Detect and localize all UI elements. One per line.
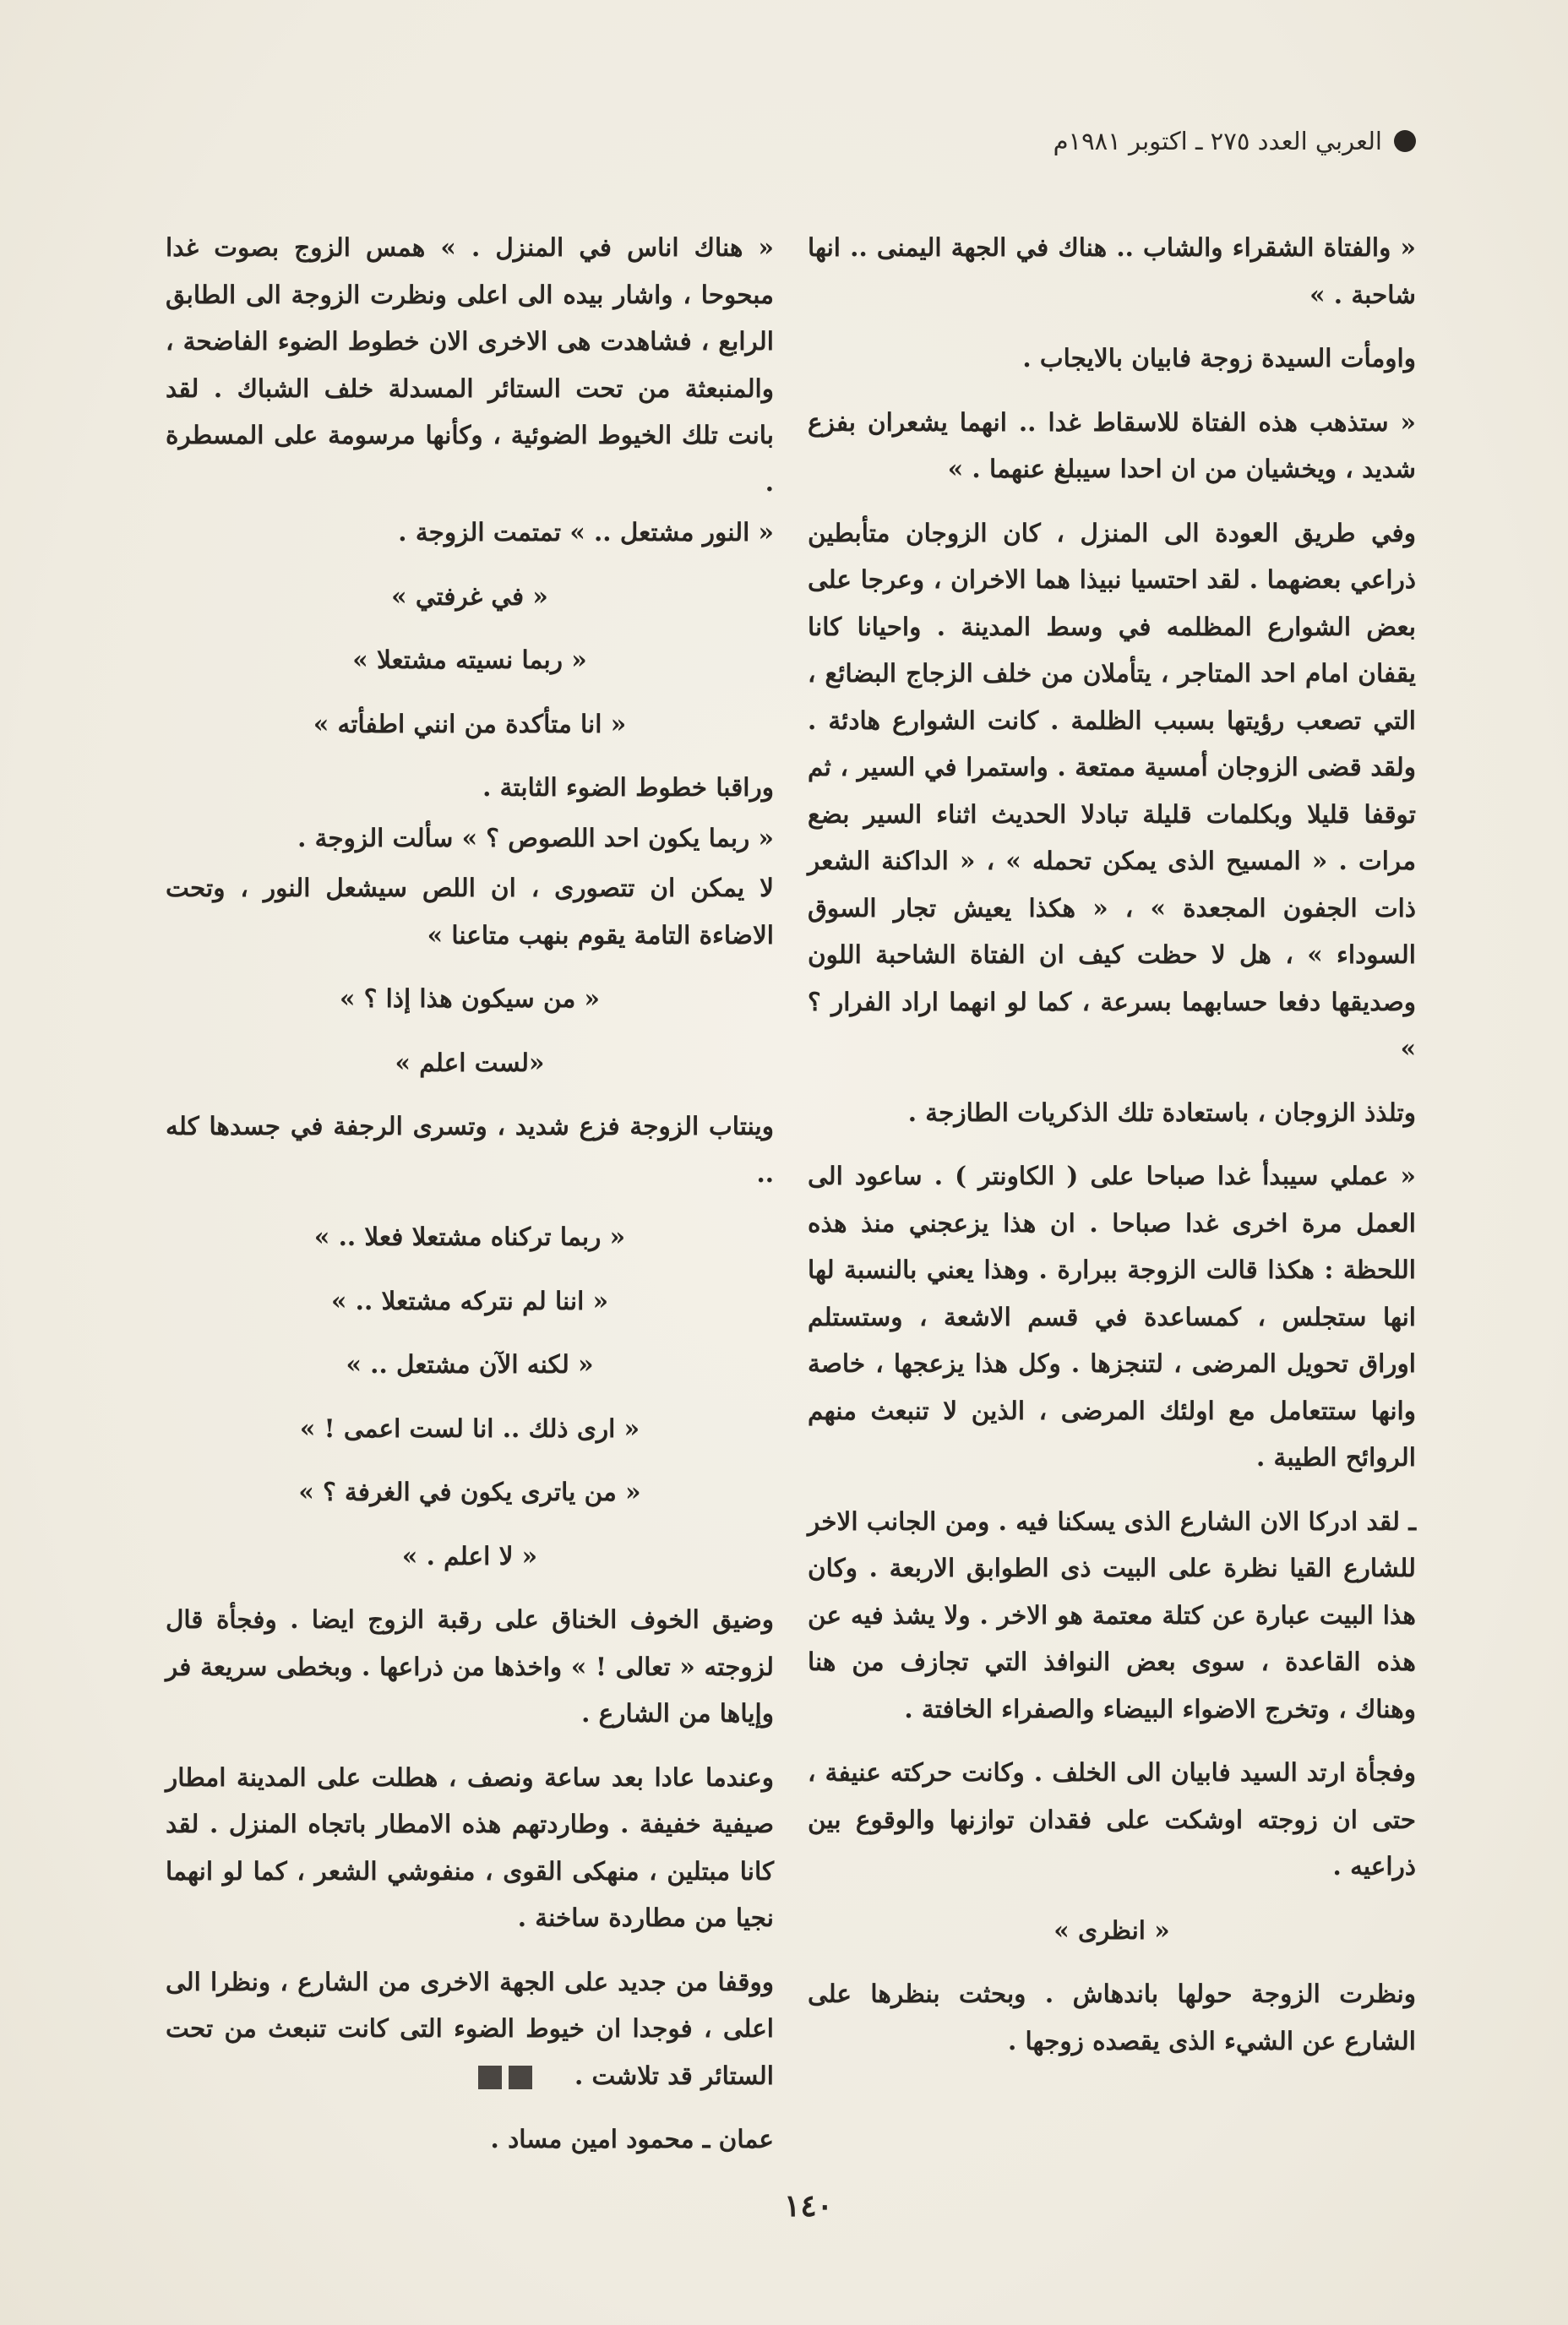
page-number: ١٤٠ (783, 2188, 833, 2224)
paragraph: « اننا لم نتركه مشتعلا .. » (330, 1285, 609, 1315)
paragraph: ونظرت الزوجة حولها باندهاش . وبحثت بنظرها على الشارع عن الشيء الذى يقصده زوجها . (808, 1979, 1416, 2055)
paragraph: « من ياترى يكون في الغرفة ؟ » (298, 1477, 641, 1506)
paragraph: « النور مشتعل .. » تمتمت الزوجة . (398, 517, 774, 547)
header-text: العربي العدد ٢٧٥ ـ اكتوبر ١٩٨١م (1053, 127, 1382, 155)
paragraph: « هناك اناس في المنزل . » همس الزوج بصوت غدا مبحوحا ، واشار بيده الى اعلى ونظرت الزوجة الى الطابق الرابع ، فشاهدت هى الاخرى الان خطوط الضوء الفاضحة ، والمنبعثة من تحت الستائر المسدلة خلف الشباك . لقد بانت تلك الخيوط الضوئية ، وكأنها مرسومة على المسطرة . (166, 232, 774, 497)
paragraph: « لا اعلم . » (401, 1540, 538, 1571)
right-column (808, 224, 1416, 2081)
paragraph: « عملي سيبدأ غدا صباحا على ( الكاونتر ) . ساعود الى العمل مرة اخرى غدا صباحا . ان هذا يزعجني منذ هذه اللحظة : هكذا قالت الزوجة ببرارة . وهذا يعني بالنسبة لها انها ستجلس ، كمساعدة في قسم الاشعة ، وستستلم اوراق تحويل المرضى ، لتنجزها . وكل هذا يزعجها ، خاصة وانها ستتعامل مع اولئك المرضى ، الذين لا تنبعث منهم الروائح الطيبة . (808, 1161, 1416, 1472)
bullet-icon (1394, 130, 1416, 152)
paragraph: ـ لقد ادركا الان الشارع الذى يسكنا فيه . ومن الجانب الاخر للشارع القيا نظرة على البيت ذى الطوابق الاربعة . وكان هذا البيت عبارة عن كتلة معتمة هو الاخر . ولا يشذ فيه عن هذه القاعدة ، سوى بعض النوافذ التي تجازف من هنا وهناك ، وتخرج الاضواء البيضاء والصفراء الخافتة . (808, 1506, 1416, 1723)
paragraph: واومأت السيدة زوجة فابيان بالايجاب . (1022, 343, 1416, 373)
paragraph: وتلذذ الزوجان ، باستعادة تلك الذكريات الطازجة . (907, 1097, 1416, 1127)
paragraph: وراقبا خطوط الضوء الثابتة . (482, 772, 774, 802)
running-header (1054, 127, 1416, 155)
paragraph: وضيق الخوف الخناق على رقبة الزوج ايضا . وفجأة قال لزوجته « تعالى ! » واخذها من ذراعها . وبخطى سريعة فر وإياها من الشارع . (166, 1604, 774, 1728)
paragraph-text: ووقفا من جديد على الجهة الاخرى من الشارع ، ونظرا الى اعلى ، فوجدا ان خيوط الضوء التى كانت تنبعث من تحت الستائر قد تلاشت . (166, 1966, 774, 2090)
paragraph: لا يمكن ان تتصورى ، ان اللص سيشعل النور ، وتحت الاضاءة التامة يقوم بنهب متاعنا » (166, 873, 774, 950)
paragraph: « ربما نسيته مشتعلا » (352, 645, 587, 674)
paragraph: وفجأة ارتد السيد فابيان الى الخلف . وكانت حركته عنيفة ، حتى ان زوجته اوشكت على فقدان توازنها والوقوع بين ذراعيه . (808, 1757, 1416, 1881)
author-signature: عمان ـ محمود امين مساد . (490, 2124, 774, 2153)
paragraph: « من سيكون هذا إذا ؟ » (340, 983, 600, 1013)
end-mark-icon (478, 2066, 532, 2089)
paragraph: « ربما تركناه مشتعلا فعلا .. » (313, 1222, 626, 1251)
paragraph: « انا متأكدة من انني اطفأته » (313, 708, 627, 738)
paragraph: « والفتاة الشقراء والشاب .. هناك في الجهة اليمنى .. انها شاحبة . » (808, 232, 1416, 309)
paragraph: وعندما عادا بعد ساعة ونصف ، هطلت على المدينة امطار صيفية خفيفة . وطاردتهم هذه الامطار باتجاه المنزل . لقد كانا مبتلين ، منهكى القوى ، منفوشي الشعر ، كما لو انهما نجيا من مطاردة ساخنة . (166, 1761, 774, 1932)
left-column (166, 224, 774, 2180)
final-paragraph (166, 1958, 774, 2099)
paragraph: « في غرفتي » (391, 580, 548, 611)
paragraph: « انظرى » (1054, 1914, 1170, 1945)
paragraph: « ستذهب هذه الفتاة للاسقاط غدا .. انهما يشعران بفزع شديد ، ويخشيان من ان احدا سيبلغ عنهما . » (808, 406, 1416, 483)
paragraph: وينتاب الزوجة فزع شديد ، وتسرى الرجفة في جسدها كله .. (166, 1111, 774, 1188)
paragraph: « ربما يكون احد اللصوص ؟ » سألت الزوجة . (297, 822, 774, 852)
paragraph: وفي طريق العودة الى المنزل ، كان الزوجان متأبطين ذراعي بعضهما . لقد احتسيا نبيذا هما الاخران ، وعرجا على بعض الشوارع المظلمه في وسط المدينة . واحيانا كانا يقفان امام احد المتاجر ، يتأملان من خلف الزجاج البضائع ، التي تصعب رؤيتها بسبب الظلمة . كانت الشوارع هادئة . ولقد قضى الزوجان أمسية ممتعة . واستمرا في السير ، ثم توقفا قليلا وبكلمات قليلة تبادلا الحديث اثناء السير بضع مرات . « المسيح الذى يمكن تحمله » ، « الداكنة الشعر ذات الجفون المجعدة » ، « هكذا يعيش تجار السوق السوداء » ، هل لا حظت كيف ان الفتاة الشاحبة اللون وصديقها دفعا حسابهما بسرعة ، كما لو انهما اراد الفرار ؟ » (808, 517, 1416, 1063)
paragraph: « لكنه الآن مشتعل .. » (346, 1349, 594, 1379)
paragraph: « ارى ذلك .. انا لست اعمى ! » (299, 1413, 640, 1443)
paragraph: «لست اعلم » (395, 1047, 545, 1077)
